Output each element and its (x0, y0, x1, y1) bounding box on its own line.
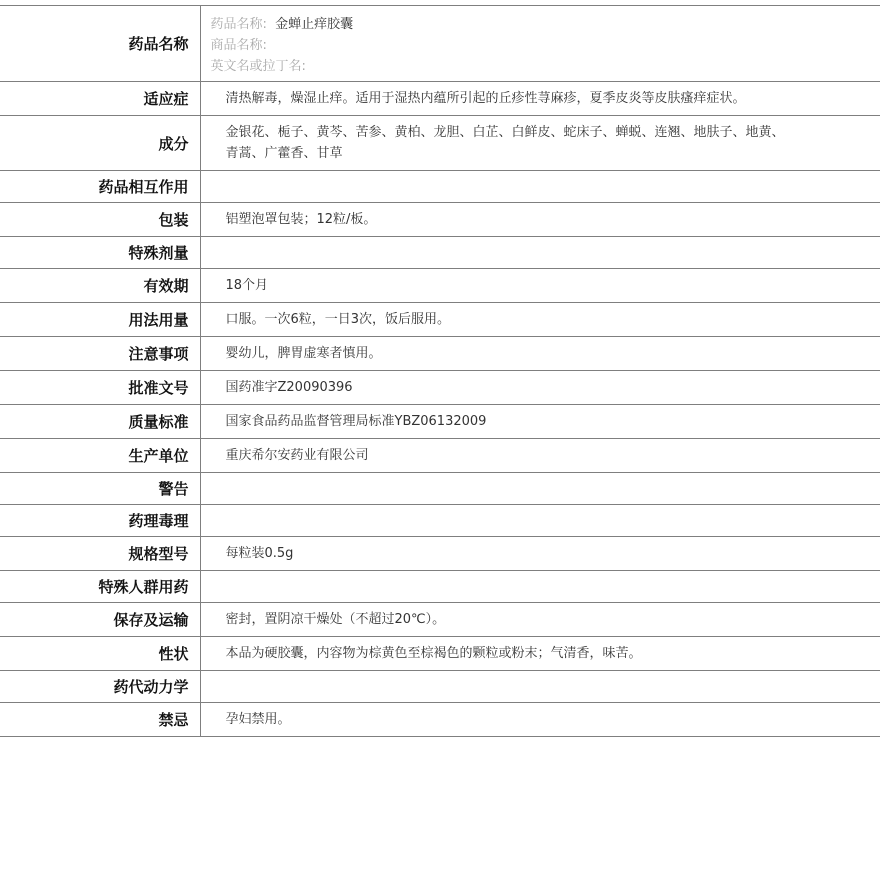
row-shelf-life (0, 269, 880, 303)
row-label: 用法用量 (0, 303, 200, 337)
row-value: 清热解毒，燥湿止痒。适用于湿热内蕴所引起的丘疹性荨麻疹，夏季皮炎等皮肤瘙痒症状。 (225, 91, 746, 106)
row-indications (0, 82, 880, 116)
row-special-populations (0, 571, 880, 603)
drug-spec-sheet (0, 5, 880, 737)
row-approval-number (0, 371, 880, 405)
row-value (200, 505, 880, 537)
row-ingredients (0, 116, 880, 171)
row-value: 每粒装0.5g (225, 546, 294, 561)
row-value: 重庆希尔安药业有限公司 (225, 448, 369, 463)
row-label: 药代动力学 (0, 671, 200, 703)
row-drug-name (0, 6, 880, 82)
row-label: 警告 (0, 473, 200, 505)
row-label: 规格型号 (0, 537, 200, 571)
row-label: 质量标准 (0, 405, 200, 439)
row-quality-standard (0, 405, 880, 439)
row-warning (0, 473, 880, 505)
drug-name-label: 药品名称: (210, 17, 267, 32)
row-specification (0, 537, 880, 571)
row-value (200, 473, 880, 505)
row-value (200, 6, 880, 82)
latin-name-label: 英文名或拉丁名: (210, 59, 306, 74)
row-label: 特殊人群用药 (0, 571, 200, 603)
latin-name-line (211, 56, 880, 77)
row-label: 药理毒理 (0, 505, 200, 537)
row-value: 婴幼儿，脾胃虚寒者慎用。 (225, 346, 382, 361)
drug-name-value: 金蝉止痒胶囊 (275, 17, 354, 32)
row-value: 铝塑泡罩包装；12粒/板。 (225, 212, 377, 227)
trade-name-line (211, 35, 880, 56)
row-interactions (0, 171, 880, 203)
row-label: 禁忌 (0, 703, 200, 737)
row-description (0, 637, 880, 671)
trade-name-label: 商品名称: (210, 38, 267, 53)
row-value: 密封，置阴凉干燥处（不超过20℃）。 (225, 612, 446, 627)
row-label: 适应症 (0, 82, 200, 116)
row-label: 成分 (0, 116, 200, 171)
row-label: 保存及运输 (0, 603, 200, 637)
row-label: 生产单位 (0, 439, 200, 473)
row-packaging (0, 203, 880, 237)
row-value: 国家食品药品监督管理局标准YBZ06132009 (225, 414, 487, 429)
row-value (200, 671, 880, 703)
row-value (200, 571, 880, 603)
row-value: 金银花、栀子、黄芩、苦参、黄柏、龙胆、白芷、白鲜皮、蛇床子、蝉蜕、连翘、地肤子、地黄、青蒿、广藿香、甘草 (225, 125, 785, 161)
row-manufacturer (0, 439, 880, 473)
row-label: 有效期 (0, 269, 200, 303)
row-dosage (0, 303, 880, 337)
row-label: 批准文号 (0, 371, 200, 405)
row-label: 药品相互作用 (0, 171, 200, 203)
row-special-dosage (0, 237, 880, 269)
row-label: 药品名称 (0, 6, 200, 82)
row-value: 口服。一次6粒，一日3次，饭后服用。 (225, 312, 451, 327)
row-contraindications (0, 703, 880, 737)
row-label: 性状 (0, 637, 200, 671)
row-value: 孕妇禁用。 (225, 712, 291, 727)
drug-spec-table (0, 5, 880, 737)
row-pharmacokinetics (0, 671, 880, 703)
row-value (200, 171, 880, 203)
row-value: 18个月 (225, 278, 269, 293)
row-storage (0, 603, 880, 637)
row-precautions (0, 337, 880, 371)
row-value: 本品为硬胶囊，内容物为棕黄色至棕褐色的颗粒或粉末；气清香，味苦。 (225, 646, 642, 661)
row-value: 国药准字Z20090396 (225, 380, 353, 395)
drug-name-line (211, 14, 880, 35)
row-label: 特殊剂量 (0, 237, 200, 269)
row-pharmacology (0, 505, 880, 537)
row-label: 注意事项 (0, 337, 200, 371)
row-value (200, 237, 880, 269)
row-label: 包装 (0, 203, 200, 237)
